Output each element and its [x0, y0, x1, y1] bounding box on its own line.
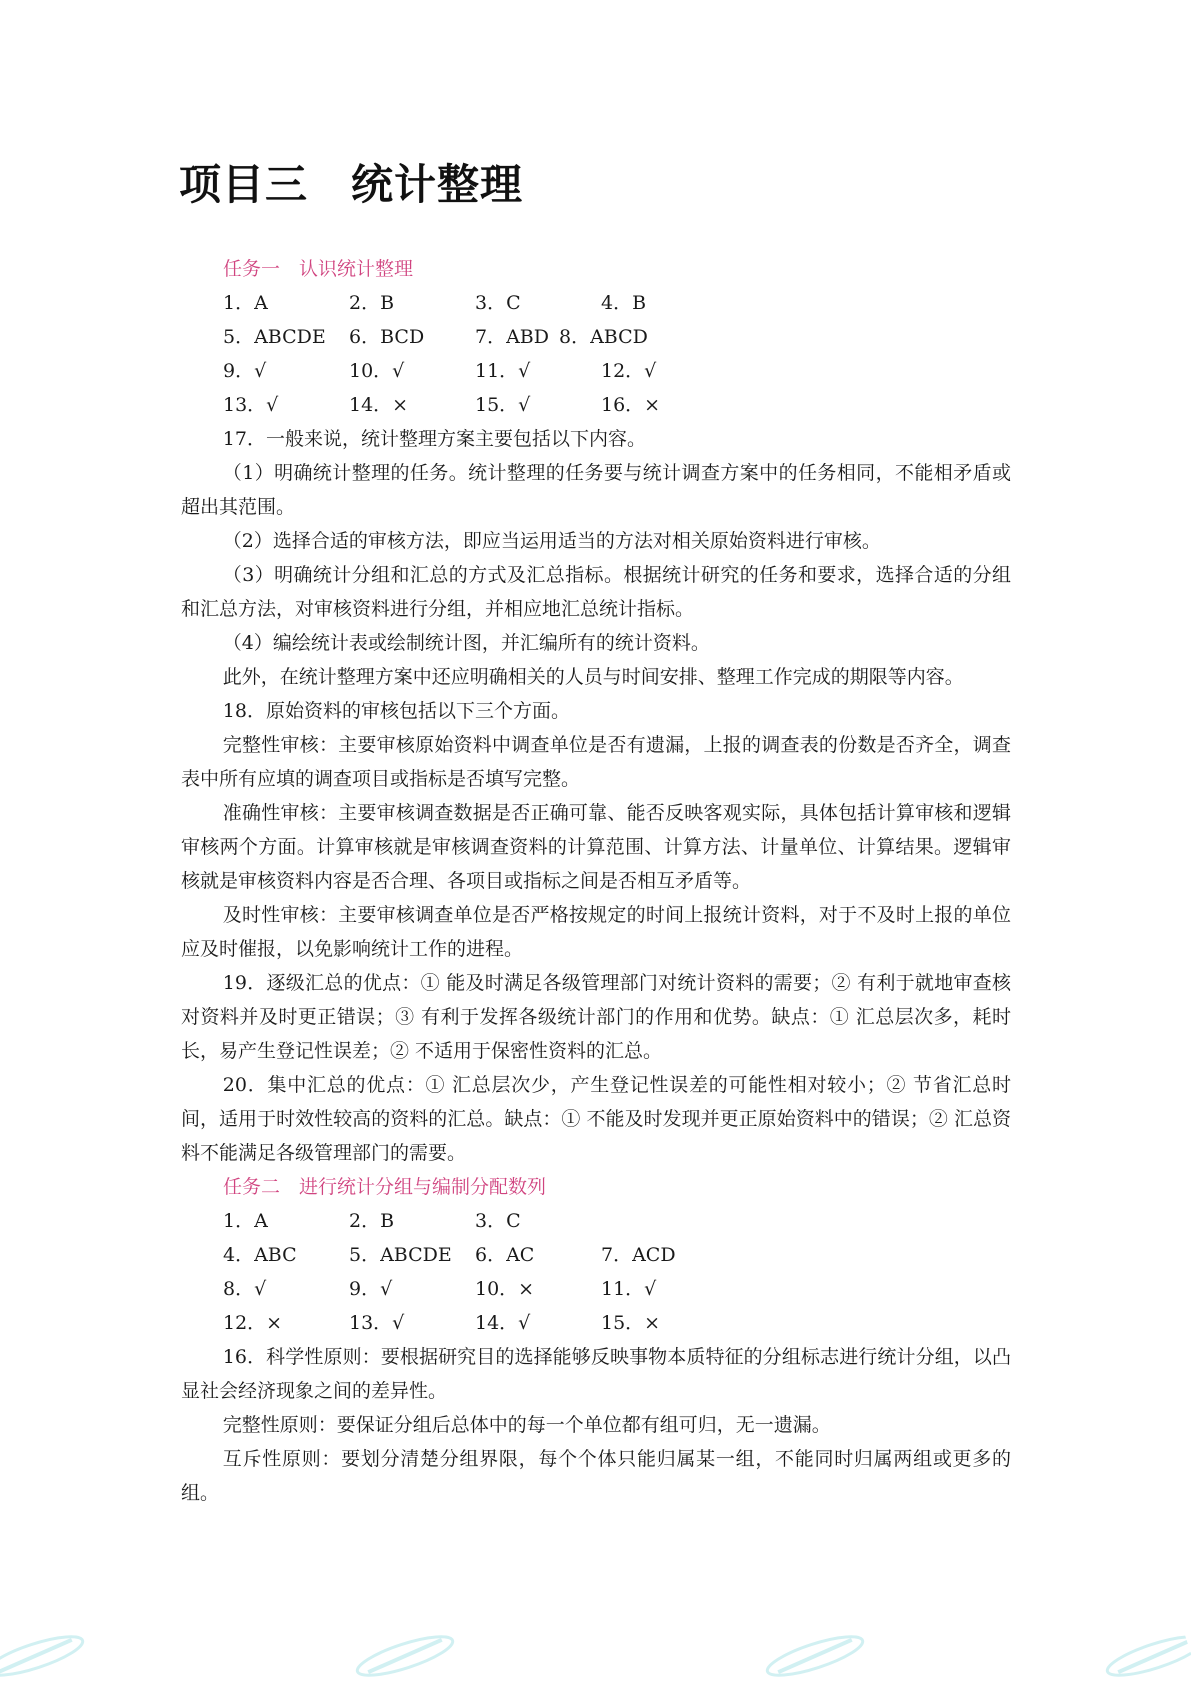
watermark-logo	[0, 1620, 93, 1692]
answer-item: 13．√	[223, 394, 279, 416]
paragraph: 完整性原则：要保证分组后总体中的每一个单位都有组可归，无一遗漏。	[222, 1414, 831, 1436]
answer-item: 2．B	[349, 1210, 395, 1232]
answer-item	[601, 1204, 727, 1238]
answer-body	[181, 252, 1011, 1510]
paragraph: 18．原始资料的审核包括以下三个方面。	[222, 700, 570, 722]
paragraph: 16．科学性原则：要根据研究目的选择能够反映事物本质特征的分组标志进行统计分组，以凸显社会经济现象之间的差异性。	[181, 1346, 1011, 1402]
answer-item: 8．√	[223, 1278, 267, 1300]
task2-heading: 任务二 进行统计分组与编制分配数列	[223, 1176, 547, 1198]
paragraph: 此外，在统计整理方案中还应明确相关的人员与时间安排、整理工作完成的期限等内容。	[222, 666, 964, 688]
paragraph: 互斥性原则：要划分清楚分组界限，每个个体只能归属某一组，不能同时归属两组或更多的组。	[181, 1448, 1011, 1504]
answer-item: 15．√	[475, 394, 531, 416]
answer-item: 13．√	[349, 1312, 405, 1334]
paragraph: （4）编绘统计表或绘制统计图，并汇编所有的统计资料。	[222, 632, 710, 654]
answer-item: 5．ABCDE	[349, 1244, 452, 1266]
answer-item: 7．ABD	[475, 326, 550, 348]
task1-heading: 任务一 认识统计整理	[223, 258, 414, 280]
paragraph: 准确性审核：主要审核调查数据是否正确可靠、能否反映客观实际，具体包括计算审核和逻辑审核两个方面。计算审核就是审核调查资料的计算范围、计算方法、计量单位、计算结果。逻辑审核就是审核资料内容是否合理、各项目或指标之间是否相互矛盾等。	[181, 802, 1011, 892]
watermark-logo	[347, 1620, 464, 1692]
answer-item: 1．A	[223, 1210, 268, 1232]
answer-item: 3．C	[475, 1210, 521, 1232]
answer-item: 14．×	[349, 394, 409, 416]
answer-item: 7．ACD	[601, 1244, 676, 1266]
answer-row	[181, 286, 1011, 320]
answer-item: 12．×	[223, 1312, 283, 1334]
answer-item: 9．√	[223, 360, 267, 382]
answer-item: 10．√	[349, 360, 405, 382]
answer-item: 5．ABCDE	[223, 326, 326, 348]
answer-row	[181, 1306, 1011, 1340]
answer-item: 12．√	[601, 360, 657, 382]
answer-item: 2．B	[349, 292, 395, 314]
answer-row	[181, 1238, 1011, 1272]
answer-item: 6．AC	[475, 1244, 535, 1266]
answer-item: 8．ABCD	[559, 326, 648, 348]
answer-item: 3．C	[475, 292, 521, 314]
answer-item: 6．BCD	[349, 326, 425, 348]
answer-item: 16．×	[601, 394, 661, 416]
answer-item: 11．√	[475, 360, 531, 382]
answer-item: 14．√	[475, 1312, 531, 1334]
watermark-logo	[757, 1620, 874, 1692]
paragraph: 20．集中汇总的优点：① 汇总层次少，产生登记性误差的可能性相对较小；② 节省汇总时间，适用于时效性较高的资料的汇总。缺点：① 不能及时发现并更正原始资料中的错误；② 汇总资料不能满足各级管理部门的需要。	[181, 1074, 1011, 1164]
watermark-logo	[1097, 1620, 1191, 1692]
answer-row	[181, 1272, 1011, 1306]
paragraph: （2）选择合适的审核方法，即应当运用适当的方法对相关原始资料进行审核。	[222, 530, 881, 552]
answer-item: 4．B	[601, 292, 647, 314]
answer-row	[181, 388, 1011, 422]
paragraph: （3）明确统计分组和汇总的方式及汇总指标。根据统计研究的任务和要求，选择合适的分组和汇总方法，对审核资料进行分组，并相应地汇总统计指标。	[181, 564, 1011, 620]
page-title: 项目三 统计整理	[179, 160, 524, 209]
answer-item: 1．A	[223, 292, 268, 314]
paragraph: 及时性审核：主要审核调查单位是否严格按规定的时间上报统计资料，对于不及时上报的单位应及时催报，以免影响统计工作的进程。	[181, 904, 1011, 960]
paragraph: 19．逐级汇总的优点：① 能及时满足各级管理部门对统计资料的需要；② 有利于就地审查核对资料并及时更正错误；③ 有利于发挥各级统计部门的作用和优势。缺点：① 汇总层次多，耗时长，易产生登记性误差；② 不适用于保密性资料的汇总。	[181, 972, 1011, 1062]
answer-item: 15．×	[601, 1312, 661, 1334]
paragraph: 完整性审核：主要审核原始资料中调查单位是否有遗漏，上报的调查表的份数是否齐全，调查表中所有应填的调查项目或指标是否填写完整。	[181, 734, 1011, 790]
answer-item: 4．ABC	[223, 1244, 297, 1266]
answer-row	[181, 354, 1011, 388]
answer-row	[181, 1204, 1011, 1238]
answer-row	[181, 320, 1011, 354]
answer-item: 10．×	[475, 1278, 535, 1300]
paragraph: 17．一般来说，统计整理方案主要包括以下内容。	[222, 428, 646, 450]
answer-item: 11．√	[601, 1278, 657, 1300]
paragraph: （1）明确统计整理的任务。统计整理的任务要与统计调查方案中的任务相同，不能相矛盾或超出其范围。	[181, 462, 1011, 518]
answer-item: 9．√	[349, 1278, 393, 1300]
